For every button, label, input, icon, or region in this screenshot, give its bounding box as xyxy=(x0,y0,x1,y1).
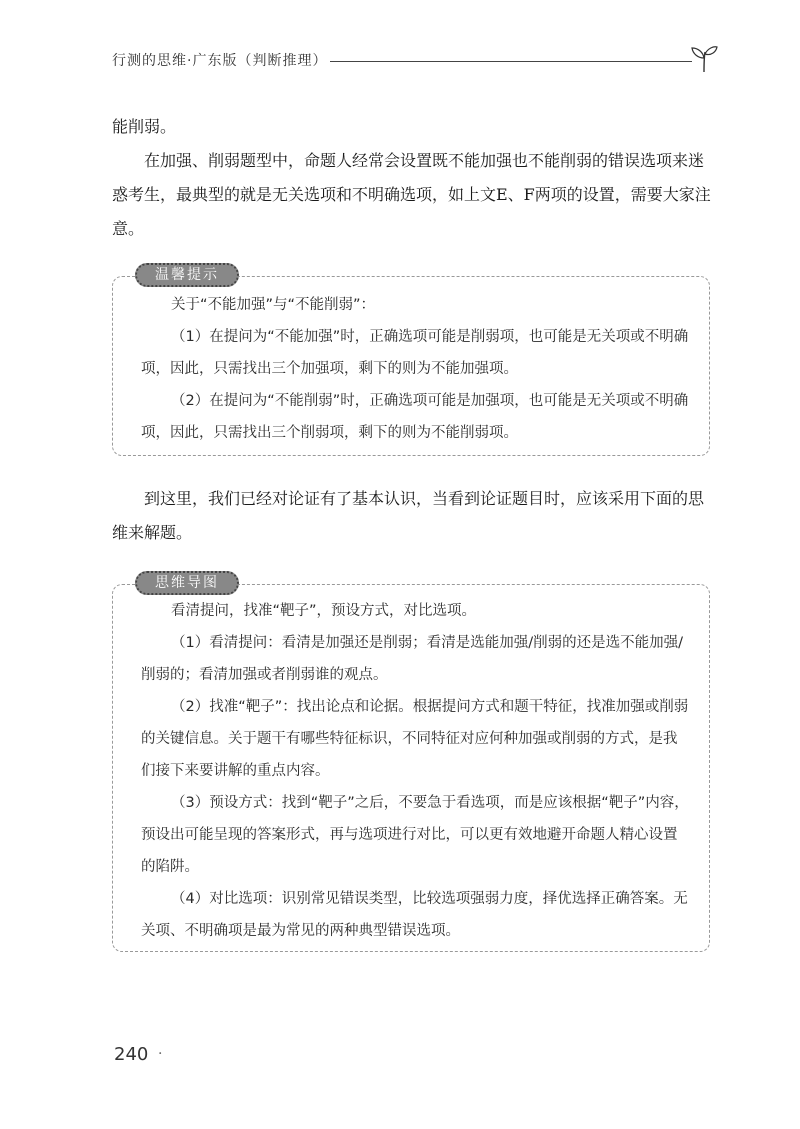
tips-body xyxy=(141,289,689,449)
transition-paragraph: 到这里，我们已经对论证有了基本认识，当看到论证题目时，应该采用下面的思维来解题。 xyxy=(112,489,705,542)
page-number-dot: · xyxy=(158,1046,163,1062)
sprout-icon xyxy=(690,44,718,74)
method-box xyxy=(112,575,710,952)
header-rule xyxy=(330,61,692,62)
method-line: （3）预设方式：找到“靶子”之后，不要急于看选项，而是应该根据“靶子”内容，预设出可能呈现的答案形式，再与选项进行对比，可以更有效地避开命题人精心设置的陷阱。 xyxy=(141,795,689,875)
tips-line: （2）在提问为“不能削弱”时，正确选项可能是加强项，也可能是无关项或不明确项，因此，只需找出三个削弱项，剩下的则为不能削弱项。 xyxy=(141,393,689,441)
running-header xyxy=(112,44,712,78)
method-line: （2）找准“靶子”：找出论点和论据。根据提问方式和题干特征，找准加强或削弱的关键信息。关于题干有哪些特征标识，不同特征对应何种加强或削弱的方式，是我们接下来要讲解的重点内容。 xyxy=(141,699,689,779)
method-body xyxy=(141,595,689,947)
running-header-title: 行测的思维·广东版（判断推理） xyxy=(112,53,328,69)
tips-tag: 温馨提示 xyxy=(135,263,239,287)
tips-line: 关于“不能加强”与“不能削弱”： xyxy=(171,297,376,313)
tips-line: （1）在提问为“不能加强”时，正确选项可能是削弱项，也可能是无关项或不明确项，因此，只需找出三个加强项，剩下的则为不能加强项。 xyxy=(141,329,689,377)
method-line: （1）看清提问：看清是加强还是削弱；看清是选能加强/削弱的还是选不能加强/削弱的；看清加强或者削弱谁的观点。 xyxy=(141,635,683,683)
method-tag: 思维导图 xyxy=(135,571,239,595)
page-number: 240 xyxy=(114,1044,149,1065)
method-line: 看清提问，找准“靶子”，预设方式，对比选项。 xyxy=(171,603,477,619)
tips-box xyxy=(112,267,710,456)
method-line: （4）对比选项：识别常见错误类型，比较选项强弱力度，择优选择正确答案。无关项、不明确项是最为常见的两种典型错误选项。 xyxy=(141,891,688,939)
intro-line: 能削弱。 xyxy=(112,117,177,136)
trap-paragraph: 在加强、削弱题型中，命题人经常会设置既不能加强也不能削弱的错误选项来迷惑考生，最典型的就是无关选项和不明确选项，如上文E、F两项的设置，需要大家注意。 xyxy=(112,151,711,238)
